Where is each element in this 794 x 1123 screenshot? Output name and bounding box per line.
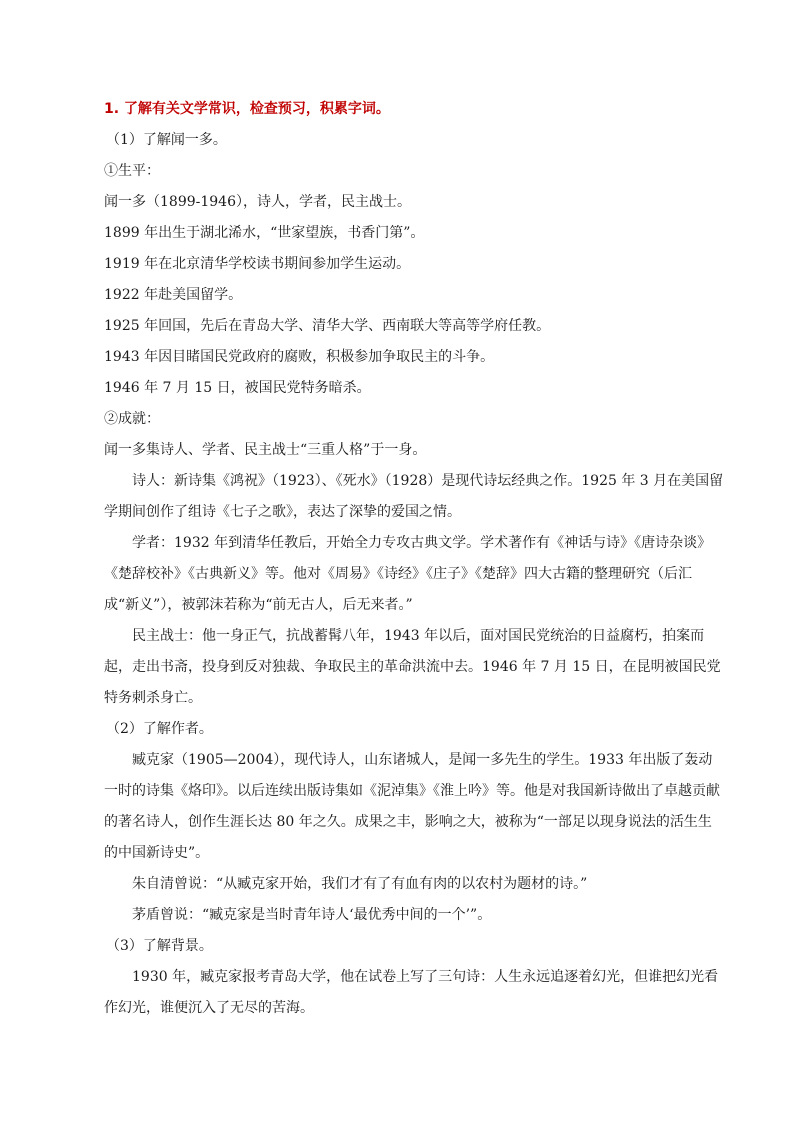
life-line-7: 1946 年 7 月 15 日，被国民党特务暗杀。: [104, 380, 371, 396]
subsection-title-1: （1）了解闻一多。: [106, 132, 227, 148]
fighter-paragraph: 民主战士：他一身正气，抗战蓄髯八年，1943 年以后，面对国民党统治的日益腐朽，拍案而起，走出书斋，投身到反对独裁、争取民主的革命洪流中去。1946 年 7 月 15 日，在昆明被国民党特务刺杀身亡。: [104, 628, 721, 706]
life-line-2: 1899 年出生于湖北浠水，“世家望族，书香门第”。: [104, 225, 425, 241]
life-line-4: 1922 年赴美国留学。: [104, 287, 243, 303]
subsection-title-3: （3）了解背景。: [106, 938, 213, 954]
subsection-title-2: （2）了解作者。: [106, 721, 213, 737]
achieve-title: ②成就：: [104, 411, 160, 427]
life-title: ①生平：: [104, 163, 160, 179]
section-heading: 1. 了解有关文学常识，检查预习，积累字词。: [104, 101, 390, 117]
background-paragraph: 1930 年，臧克家报考青岛大学，他在试卷上写了三句诗：人生永远追逐着幻光，但谁把幻光看作幻光，谁便沉入了无尽的苦海。: [104, 969, 719, 1016]
achieve-intro: 闻一多集诗人、学者、民主战士“三重人格”于一身。: [104, 442, 427, 458]
zhu-quote: 朱自清曾说：“从臧克家开始，我们才有了有血有肉的以农村为题材的诗。”: [132, 876, 588, 892]
life-line-3: 1919 年在北京清华学校读书期间参加学生运动。: [104, 256, 411, 272]
mao-quote: 茅盾曾说：“臧克家是当时青年诗人‘最优秀中间的一个’”。: [132, 907, 492, 923]
poet-paragraph: 诗人：新诗集《鸿祝》（1923）、《死水》（1928）是现代诗坛经典之作。1925 年 3 月在美国留学期间创作了组诗《七子之歌》，表达了深挚的爱国之情。: [104, 473, 724, 520]
scholar-paragraph: 学者：1932 年到清华任教后，开始全力专攻古典文学。学术著作有《神话与诗》《唐诗杂谈》《楚辞校补》《古典新义》等。他对《周易》《诗经》《庄子》《楚辞》四大古籍的整理研究（后汇成“新义”），被郭沫若称为“前无古人，后无来者。”: [104, 535, 712, 613]
document-page: [104, 94, 724, 1024]
author-paragraph: 臧克家（1905—2004），现代诗人，山东诸城人，是闻一多先生的学生。1933 年出版了轰动一时的诗集《烙印》。以后连续出版诗集如《泥淖集》《淮上吟》等。他是对我国新诗做出了卓越贡献的著名诗人，创作生涯长达 80 年之久。成果之丰，影响之大，被称为“一部足以现身说法的活生生的中国新诗史”。: [104, 752, 720, 861]
life-line-5: 1925 年回国，先后在青岛大学、清华大学、西南联大等高等学府任教。: [104, 318, 551, 334]
life-line-1: 闻一多（1899-1946），诗人，学者，民主战士。: [104, 194, 411, 210]
life-line-6: 1943 年因目睹国民党政府的腐败，积极参加争取民主的斗争。: [104, 349, 495, 365]
